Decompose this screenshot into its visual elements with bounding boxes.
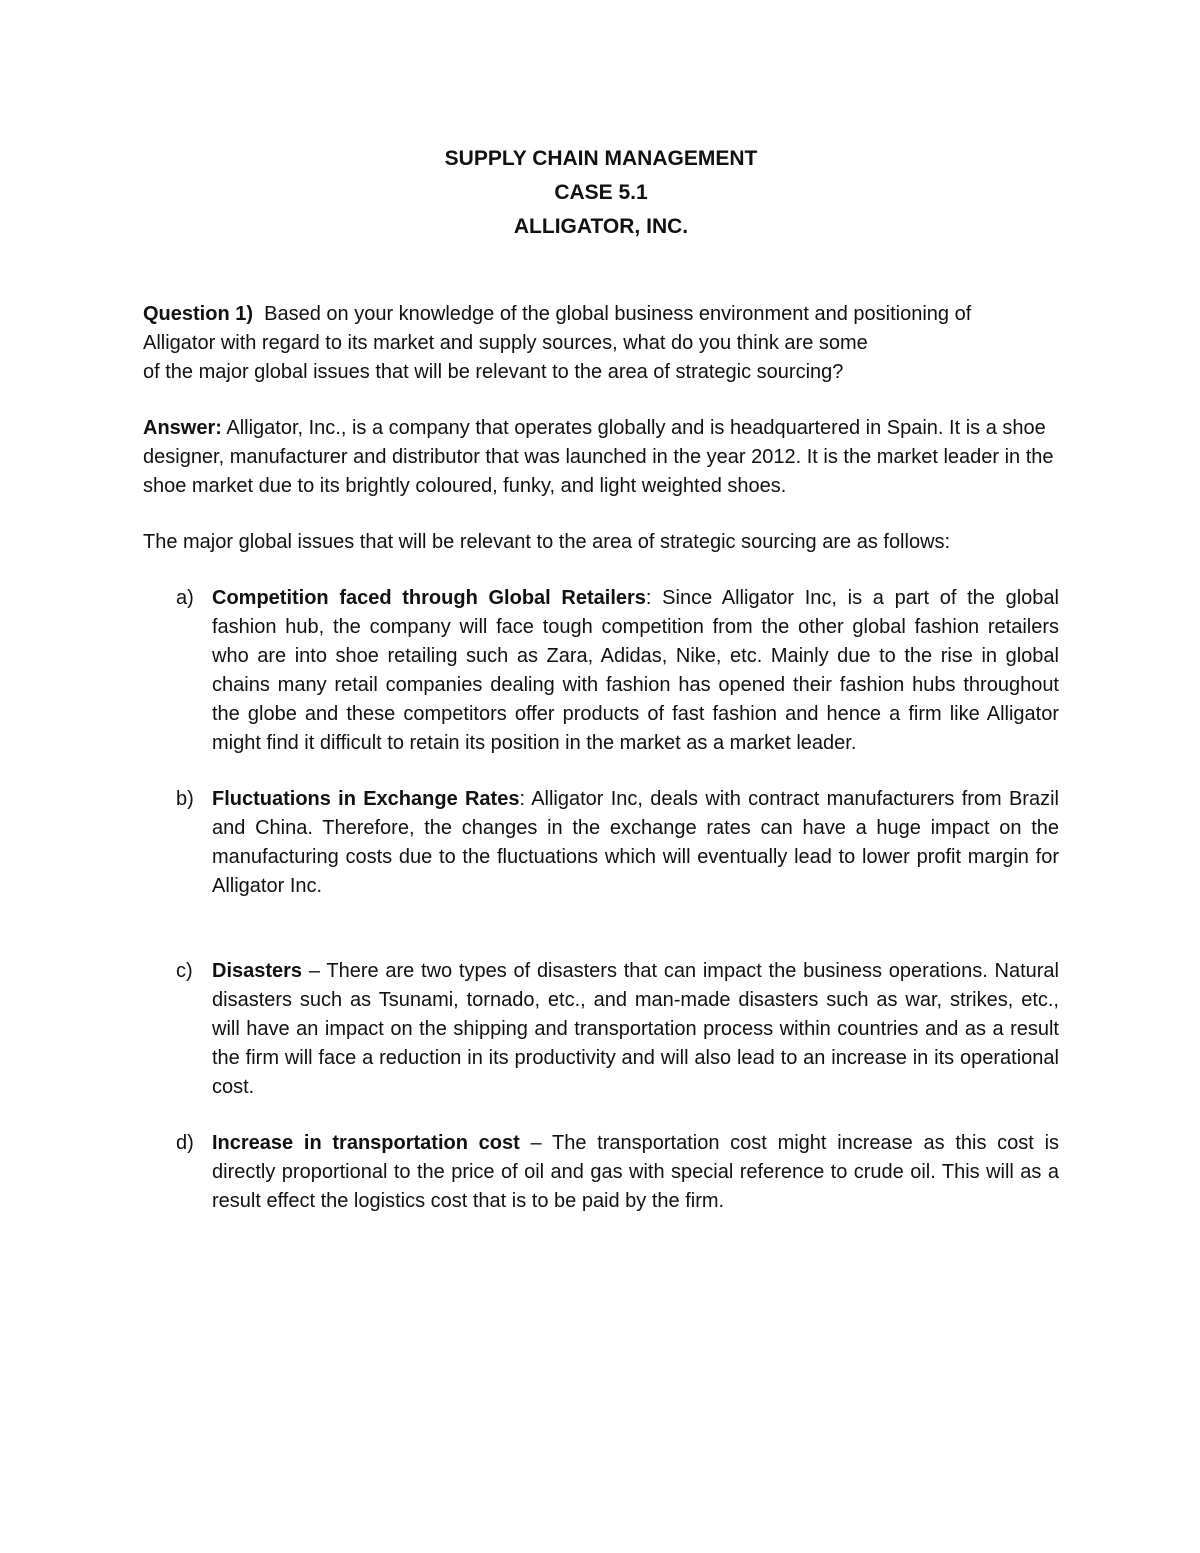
list-item (143, 785, 1059, 901)
list-marker: b) (176, 788, 194, 810)
list-marker: a) (176, 587, 194, 609)
list-item (143, 957, 1059, 1102)
question-line-2: Alligator with regard to its market and supply sources, what do you think are some (143, 332, 868, 354)
item-separator: – (302, 960, 327, 982)
item-text: Alligator Inc, deals with contract manufacturers from Brazil and China. Therefore, the changes in the exchange rates can have a huge impact on the manufacturing costs due to the fluctuations which will eventually lead to lower profit margin for Alligator Inc. (212, 788, 1059, 897)
item-separator: : (519, 788, 532, 810)
answer-label: Answer: (143, 417, 222, 439)
item-heading: Competition faced through Global Retailers (212, 587, 646, 609)
list-item (143, 1129, 1059, 1216)
question-line-3: of the major global issues that will be relevant to the area of strategic sourcing? (143, 361, 844, 383)
answer-text: Alligator, Inc., is a company that operates globally and is headquartered in Spain. It is a shoe designer, manufacturer and distributor that was launched in the year 2012. It is the market leader in the shoe market due to its brightly coloured, funky, and light weighted shoes. (143, 417, 1054, 497)
title-line-3: ALLIGATOR, INC. (513, 215, 689, 238)
item-heading: Increase in transportation cost (212, 1132, 520, 1154)
item-text: Since Alligator Inc, is a part of the global fashion hub, the company will face tough competition from the other global fashion retailers who are into shoe retailing such as Zara, Adidas, Nike, etc. Mainly due to the rise in global chains many retail companies dealing with fashion has opened their fashion hubs throughout the globe and these competitors offer products of fast fashion and hence a firm like Alligator might find it difficult to retain its position in the market as a market leader. (212, 587, 1059, 754)
document-body (143, 142, 1059, 1243)
item-text: The transportation cost might increase as this cost is directly proportional to the price of oil and gas with special reference to crude oil. This will as a result effect the logistics cost that is to be paid by the firm. (212, 1132, 1060, 1212)
intro-paragraph: The major global issues that will be relevant to the area of strategic sourcing are as follows: (143, 531, 951, 553)
document-title (143, 142, 1059, 244)
title-line-2: CASE 5.1 (554, 181, 648, 204)
list-item (143, 584, 1059, 758)
item-heading: Fluctuations in Exchange Rates (212, 788, 520, 810)
item-heading: Disasters (212, 960, 303, 982)
title-line-1: SUPPLY CHAIN MANAGEMENT (444, 147, 758, 170)
list-marker: c) (176, 960, 193, 982)
answer-paragraph (143, 414, 1059, 501)
question-label: Question 1) (143, 303, 254, 325)
item-text: There are two types of disasters that can impact the business operations. Natural disasters such as Tsunami, tornado, etc., and man-made disasters such as war, strikes, etc., will have an impact on the shipping and transportation process within countries and as a result the firm will face a reduction in its productivity and will also lead to an increase in its operational cost. (212, 960, 1059, 1098)
list-marker: d) (176, 1132, 194, 1154)
question-paragraph (143, 300, 1059, 387)
item-separator: – (519, 1132, 552, 1154)
question-text-1: Based on your knowledge of the global business environment and positioning of (264, 303, 972, 325)
question-line-1 (143, 300, 1059, 329)
item-separator: : (645, 587, 663, 609)
